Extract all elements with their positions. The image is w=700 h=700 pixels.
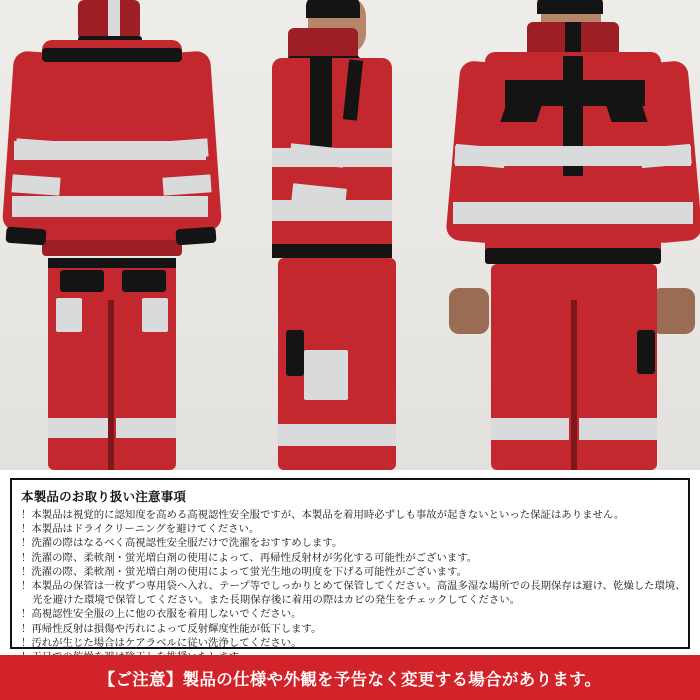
care-note-item: ！本製品の保管は一枚ずつ専用袋へ入れ、テープ等でしっかりとめて保管してください。高温多湿な場所での長期保存は避け、乾燥した環境、 [21,581,686,593]
figure-back-view [0,0,250,470]
leg-reflective-side [278,424,396,446]
yoke-contrast [42,48,182,62]
notice-banner [0,655,700,700]
chest-pocket-left [500,106,541,122]
model-hand-front-left [449,288,489,334]
jacket-hem-front [485,248,661,264]
care-note-item-continued: 光を避けた環境で保管してください。また長期保存後に着用の際はカビの発生をチェックしてください。 [32,595,521,607]
care-note-item: ！汚れが生じた場合はケアラベルに従い洗浄してください。 [21,637,302,649]
model-hair-side [306,0,360,18]
care-notes-title: 本製品のお取り扱い注意事項 [21,490,187,504]
pocket-side [286,330,304,376]
leg-reflective-left [48,418,108,438]
care-note-item: ！再帰性反射は損傷や汚れによって反射輝度性能が低下します。 [21,623,322,635]
body-reflective-band-lower-front [453,202,693,224]
care-note-item: ！本製品は視覚的に認知度を高める高視認性安全服ですが、本製品を着用時必ずしも事故が起きないといった保証はありません。 [21,510,625,521]
pocket-left [60,270,104,292]
leg-reflective-right [116,418,176,438]
sleeve-reflective-front-left [454,144,506,168]
leg-reflective-front-left [491,418,569,440]
care-note-item: ！洗濯の際はなるべく高視認性安全服だけで洗濯をおすすめします。 [21,538,343,550]
model-hair-front [537,0,603,14]
model-hand-front-right [651,288,695,334]
pants-center-seam [108,300,114,470]
care-note-item: ！本製品はドライクリーニングを避けてください。 [21,524,260,536]
contrast-panel-side [310,58,332,154]
leg-reflective-front-right [579,418,657,440]
body-reflective-band-upper [14,141,206,160]
notice-banner-text: 【ご注意】製品の仕様や外観を予告なく変更する場合があります。 [98,670,602,689]
pocket-right [122,270,166,292]
body-reflective-band-lower [12,196,208,217]
cuff-right [175,227,216,246]
sleeve-reflective-right-2 [162,174,211,195]
jacket-hem-side [272,244,392,258]
thigh-reflective-side [304,350,348,400]
pocket-front-right [637,330,655,374]
collar-reflective [108,0,120,40]
sleeve-reflective-left-2 [11,174,60,195]
thigh-reflective-right [142,298,168,332]
chest-pocket-right [606,106,647,122]
pants-center-seam-front [571,300,577,470]
cuff-left [5,227,46,246]
care-note-item: ！洗濯の際、柔軟剤・蛍光増白剤の使用によって蛍光生地の明度を下げる可能性がございます。 [21,566,467,578]
care-note-item: ！高視認性安全服の上に他の衣服を着用しないでください。 [21,609,302,621]
figure-front-view [445,0,700,470]
care-notes-box [10,478,690,649]
care-note-item: ！洗濯の際、柔軟剤・蛍光増白剤の使用によって、再帰性反射材が劣化する可能性がございます。 [21,552,478,564]
jacket-hem [42,240,182,256]
care-notes-section [0,470,700,655]
figure-side-view [250,0,445,470]
waistband [48,258,176,268]
thigh-reflective-left [56,298,82,332]
